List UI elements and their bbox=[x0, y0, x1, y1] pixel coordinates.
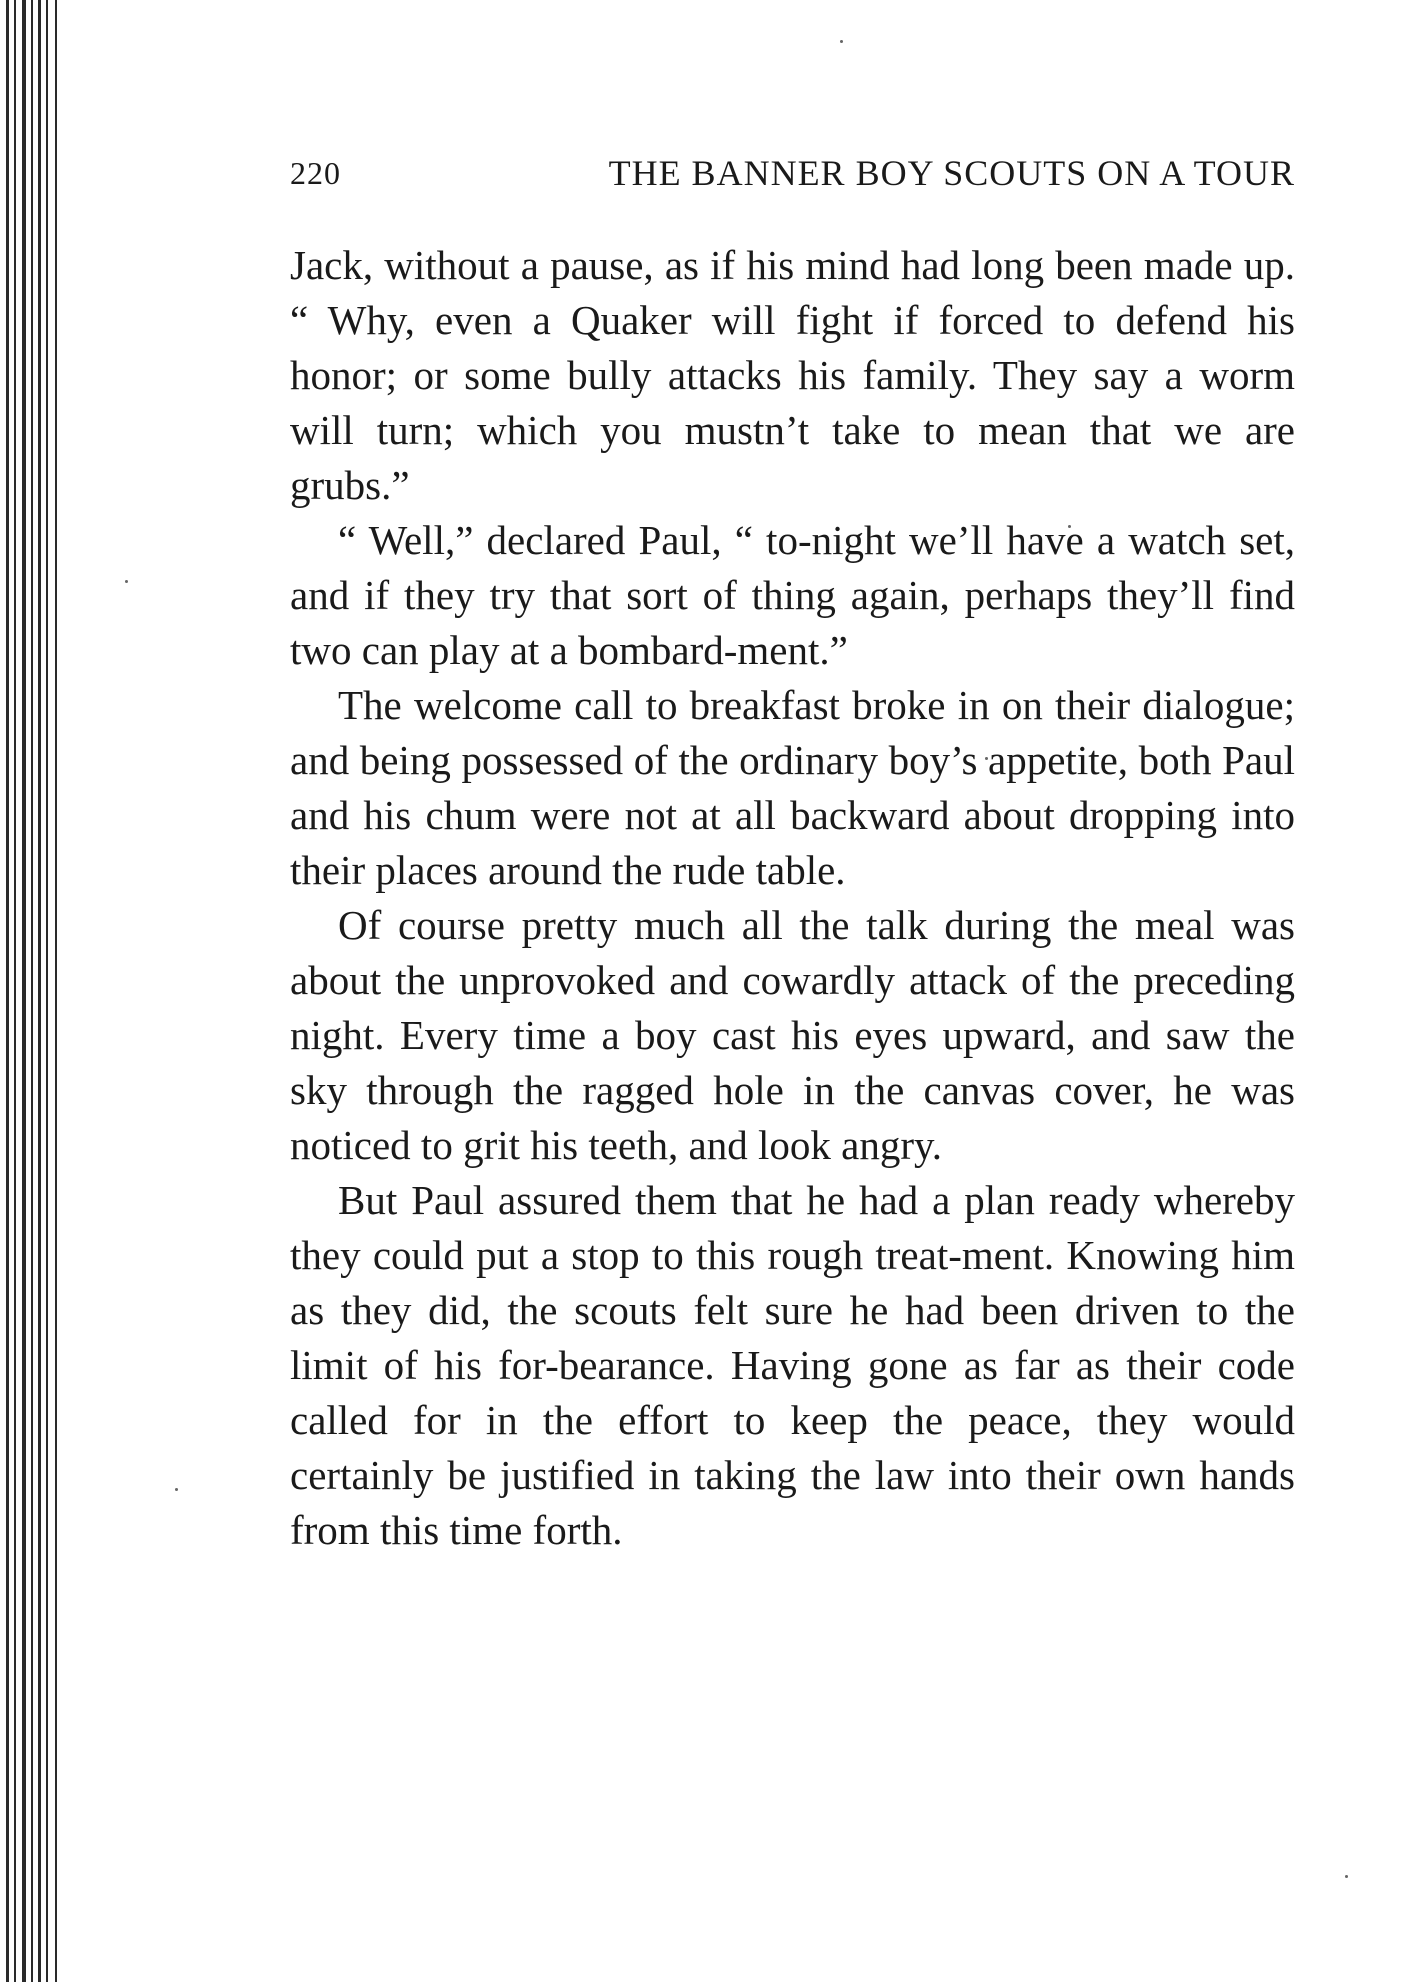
running-head bbox=[290, 150, 1295, 196]
paragraph-1: Jack, without a pause, as if his mind had long been made up. “ Why, even a Quaker will fight if forced to defend his honor; or some bully attacks his family. They say a worm will turn; which you mustn’t take to mean that we are grubs.” bbox=[290, 242, 1295, 508]
book-binding-edge bbox=[0, 0, 70, 1982]
book-page bbox=[290, 150, 1295, 1558]
paragraph-5: But Paul assured them that he had a plan ready whereby they could put a stop to this rough treat-ment. Knowing him as they did, the scouts felt sure he had been driven to the limit of his for-bearance. Having gone as far as their code called for in the effort to keep the peace, they would certainly be justified in taking the law into their own hands from this time forth. bbox=[290, 1177, 1295, 1553]
paragraph-2: “ Well,” declared Paul, “ to-night we’ll have a watch set, and if they try that sort of thing again, perhaps they’ll find two can play at a bombard-ment.” bbox=[290, 517, 1295, 673]
paragraph-3: The welcome call to breakfast broke in on their dialogue; and being possessed of the ordinary boy’s appetite, both Paul and his chum were not at all backward about dropping into their places around the rude table. bbox=[290, 682, 1295, 893]
page-number: 220 bbox=[290, 155, 341, 191]
running-title: THE BANNER BOY SCOUTS ON A TOUR bbox=[608, 153, 1295, 193]
body-text bbox=[290, 238, 1295, 1558]
paragraph-4: Of course pretty much all the talk during the meal was about the unprovoked and cowardly attack of the preceding night. Every time a boy cast his eyes upward, and saw the sky through the ragged hole in the canvas cover, he was noticed to grit his teeth, and look angry. bbox=[290, 902, 1295, 1168]
